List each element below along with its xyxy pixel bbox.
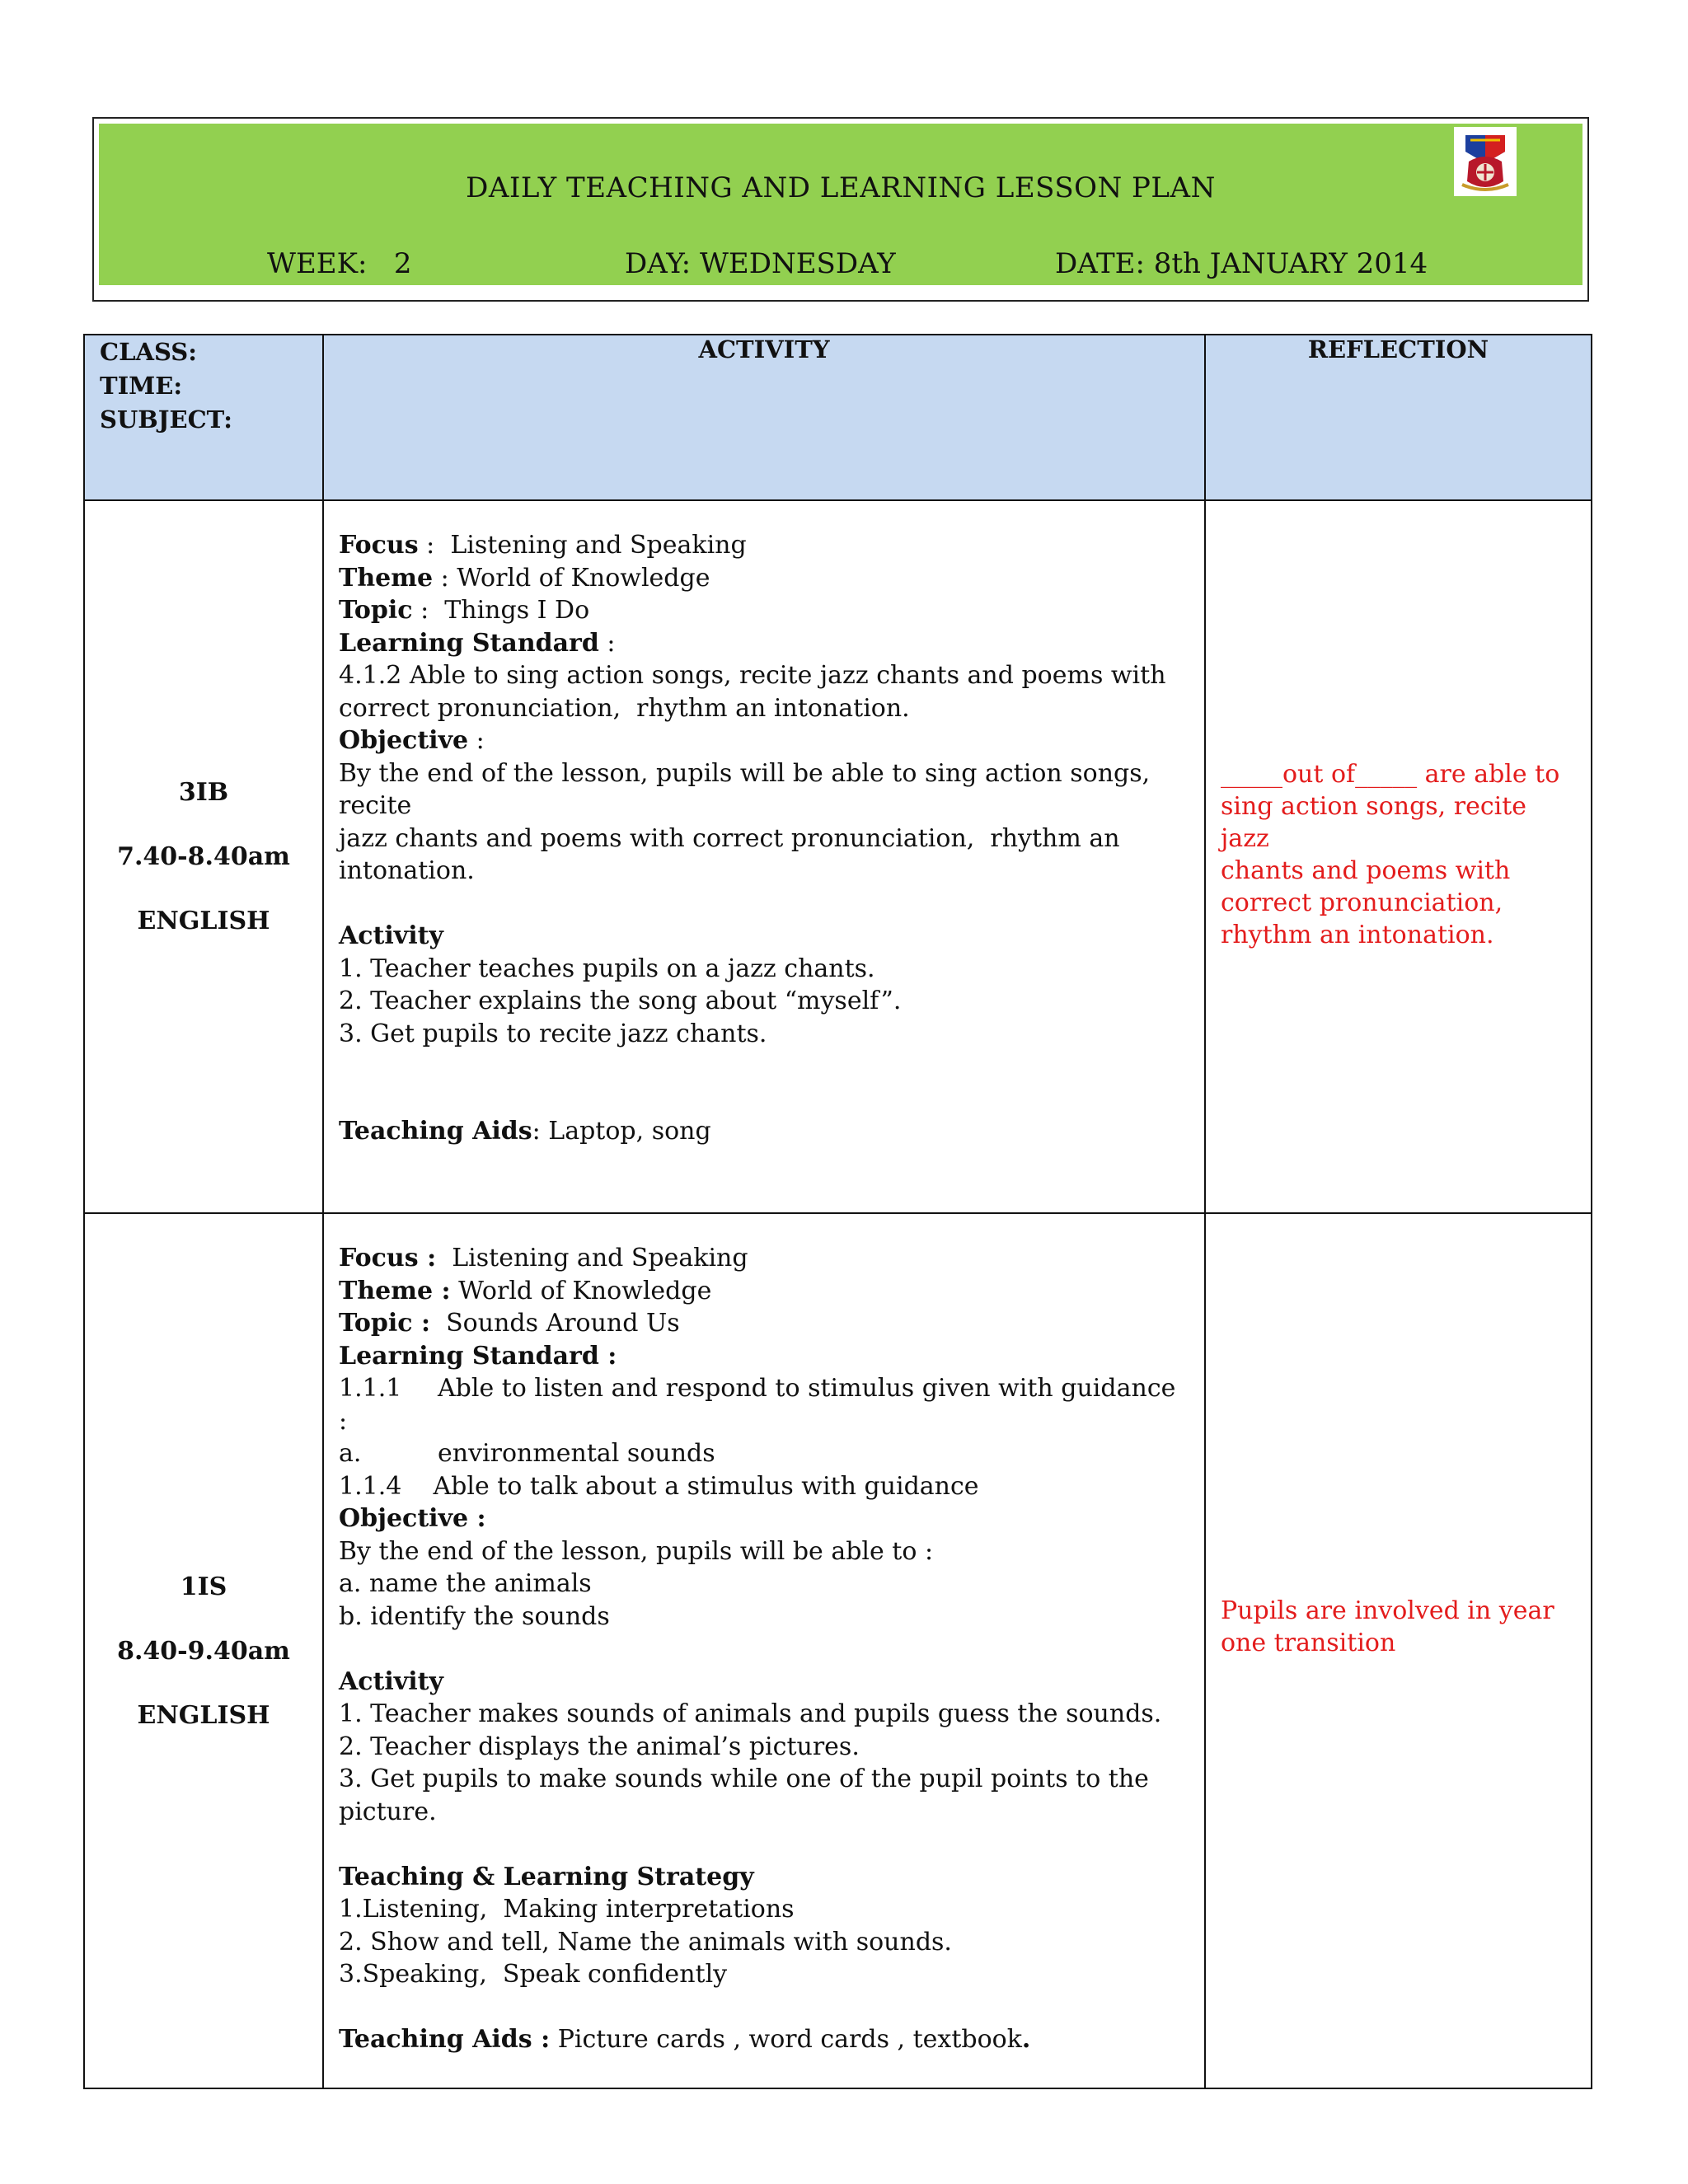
class-time: 7.40-8.40am [117, 842, 290, 871]
activity-step: picture. [339, 1797, 437, 1826]
standard-subpoint: a. [339, 1439, 362, 1468]
reflection-cell [1205, 1213, 1592, 2088]
reflection-line: chants and poems with [1221, 856, 1511, 885]
lesson-plan-table [83, 334, 1592, 2089]
objective-line: jazz chants and poems with correct pronunciation, rhythm an [339, 823, 1120, 853]
table-header-row [84, 335, 1592, 500]
page-title: DAILY TEACHING AND LEARNING LESSON PLAN [466, 171, 1216, 204]
objective-label: Objective : [339, 1504, 486, 1533]
activity-step: 2. Teacher displays the animal’s pictures. [339, 1732, 860, 1761]
topic-value: : Things I Do [412, 596, 590, 625]
class-cell [84, 1213, 323, 2088]
activity-cell [323, 500, 1205, 1213]
learning-standard-line: 4.1.2 Able to sing action songs, recite jazz chants and poems with [339, 661, 1166, 690]
activity-step: 1. Teacher teaches pupils on a jazz chants. [339, 954, 875, 983]
objective-line: b. identify the sounds [339, 1601, 610, 1631]
table-row [84, 1213, 1592, 2088]
standard-number: 1.1.1 [339, 1374, 402, 1403]
week-label: WEEK: 2 [267, 247, 412, 280]
reflection-line: correct pronunciation, [1221, 888, 1503, 917]
teaching-aids-value: : Laptop, song [532, 1117, 711, 1146]
class-time: 8.40-9.40am [117, 1636, 290, 1666]
theme-value: World of Knowledge [450, 1276, 712, 1305]
class-name: 3IB [178, 778, 229, 807]
strategy-line: 1.Listening, Making interpretations [339, 1895, 795, 1924]
reflection-line: sing action songs, recite jazz [1221, 792, 1527, 853]
teaching-aids-value: Picture cards , word cards , textbook [550, 2025, 1022, 2054]
class-cell [84, 500, 323, 1213]
header-frame [92, 117, 1589, 302]
class-name: 1IS [180, 1572, 227, 1601]
learning-standard-label: Learning Standard : [339, 1341, 617, 1371]
objective-sep: : [468, 726, 485, 755]
school-crest-icon [1454, 127, 1517, 196]
objective-line: intonation. [339, 856, 475, 885]
topic-label: Topic : [339, 1309, 431, 1338]
activity-header: ACTIVITY [323, 335, 1205, 500]
activity-label: Activity [339, 921, 443, 950]
date-label: DATE: 8th JANUARY 2014 [1055, 247, 1428, 280]
focus-label: Focus : [339, 1244, 437, 1272]
activity-step: 3. Get pupils to make sounds while one of the pupil points to the [339, 1765, 1149, 1793]
focus-value: Listening and Speaking [436, 1244, 748, 1272]
strategy-label: Teaching & Learning Strategy [339, 1862, 754, 1891]
teaching-aids-end: . [1021, 2025, 1031, 2054]
learning-standard-line: correct pronunciation, rhythm an intonation. [339, 693, 910, 723]
activity-label: Activity [339, 1666, 443, 1696]
school-crest-logo [1454, 127, 1517, 196]
strategy-line: 2. Show and tell, Name the animals with sounds. [339, 1927, 952, 1957]
theme-label: Theme : [339, 1276, 451, 1305]
header-time: TIME: [100, 372, 183, 400]
standard-text: Able to listen and respond to stimulus given with guidance : [339, 1374, 1192, 1436]
teaching-aids-label: Teaching Aids [339, 1117, 532, 1146]
table-row [84, 500, 1592, 1213]
theme-value: : World of Knowledge [433, 563, 710, 593]
header-class: CLASS: [100, 338, 197, 366]
class-time-subject-header [84, 335, 323, 500]
standard-line: 1.1.4 Able to talk about a stimulus with guidance [339, 1471, 979, 1501]
objective-line: a. name the animals [339, 1569, 592, 1598]
class-subject: ENGLISH [137, 907, 270, 935]
focus-value: : Listening and Speaking [418, 531, 747, 560]
teaching-aids-label: Teaching Aids : [339, 2025, 551, 2054]
reflection-line: _____out of_____ are able to [1221, 760, 1560, 789]
objective-line: By the end of the lesson, pupils will be able to : [339, 1536, 934, 1566]
topic-value: Sounds Around Us [430, 1309, 680, 1338]
standard-subtext: environmental sounds [438, 1439, 715, 1468]
reflection-line: one transition [1221, 1629, 1396, 1657]
objective-line: By the end of the lesson, pupils will be able to sing action songs, recite [339, 758, 1158, 820]
learning-standard-sep: : [598, 628, 616, 658]
reflection-line: rhythm an intonation. [1221, 921, 1494, 949]
objective-label: Objective [339, 726, 469, 755]
day-label: DAY: WEDNESDAY [625, 247, 896, 280]
focus-label: Focus [339, 531, 419, 560]
reflection-cell [1205, 500, 1592, 1213]
strategy-line: 3.Speaking, Speak confidently [339, 1960, 728, 1989]
reflection-header: REFLECTION [1205, 335, 1592, 500]
class-subject: ENGLISH [137, 1700, 270, 1730]
activity-step: 2. Teacher explains the song about “myself”. [339, 987, 902, 1015]
header-subject: SUBJECT: [100, 405, 232, 434]
reflection-line: Pupils are involved in year [1221, 1596, 1554, 1625]
learning-standard-label: Learning Standard [339, 628, 599, 658]
header-band [99, 124, 1582, 285]
theme-label: Theme [339, 563, 434, 593]
activity-step: 1. Teacher makes sounds of animals and pupils guess the sounds. [339, 1699, 1162, 1728]
activity-cell [323, 1213, 1205, 2088]
activity-step: 3. Get pupils to recite jazz chants. [339, 1019, 767, 1048]
topic-label: Topic [339, 596, 413, 625]
